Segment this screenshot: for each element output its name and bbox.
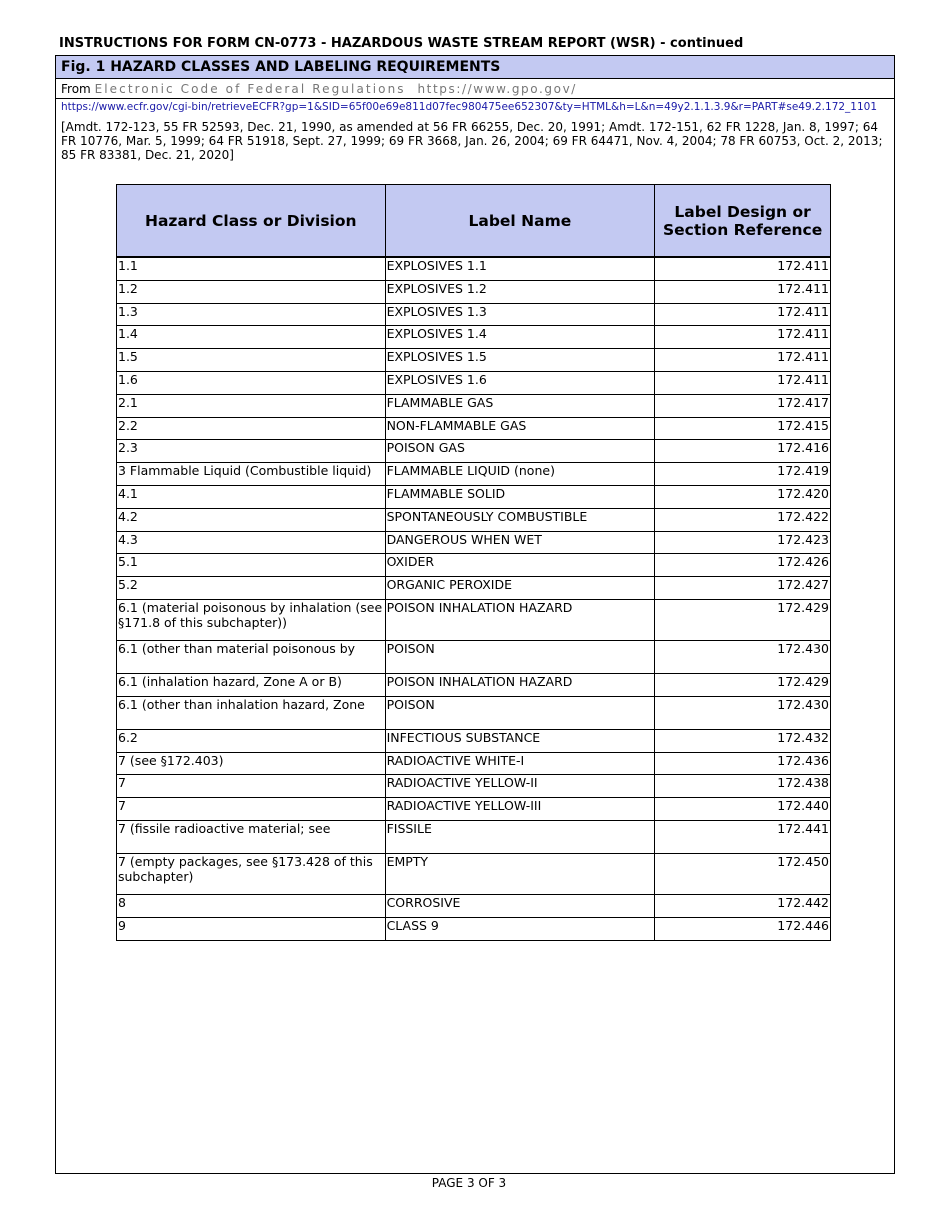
label-reference-cell: 172.411 xyxy=(655,326,831,349)
label-reference-cell: 172.436 xyxy=(655,752,831,775)
hazard-class-cell: 2.1 xyxy=(117,394,386,417)
table-row xyxy=(117,554,831,577)
label-name-cell: CLASS 9 xyxy=(385,917,655,940)
table-row xyxy=(117,371,831,394)
label-name-cell: NON-FLAMMABLE GAS xyxy=(385,417,655,440)
label-name-cell: INFECTIOUS SUBSTANCE xyxy=(385,729,655,752)
hazard-class-cell: 2.3 xyxy=(117,440,386,463)
hazard-class-cell: 4.2 xyxy=(117,508,386,531)
label-reference-cell: 172.420 xyxy=(655,485,831,508)
label-name-cell: DANGEROUS WHEN WET xyxy=(385,531,655,554)
label-name-cell: RADIOACTIVE WHITE-I xyxy=(385,752,655,775)
label-name-cell: RADIOACTIVE YELLOW-III xyxy=(385,798,655,821)
table-row xyxy=(117,280,831,303)
hazard-class-cell: 3 Flammable Liquid (Combustible liquid) xyxy=(117,463,386,486)
label-reference-cell: 172.429 xyxy=(655,673,831,696)
table-row xyxy=(117,729,831,752)
hazard-class-cell: 8 xyxy=(117,894,386,917)
hazard-class-cell: 9 xyxy=(117,917,386,940)
label-name-cell: FISSILE xyxy=(385,820,655,853)
label-reference-cell: 172.411 xyxy=(655,280,831,303)
hazard-class-cell: 1.1 xyxy=(117,257,386,280)
label-reference-cell: 172.429 xyxy=(655,599,831,640)
label-name-cell: ORGANIC PEROXIDE xyxy=(385,577,655,600)
table-row xyxy=(117,531,831,554)
document-header: INSTRUCTIONS FOR FORM CN-0773 - HAZARDOUS WASTE STREAM REPORT (WSR) - continued xyxy=(59,36,744,51)
label-reference-cell: 172.446 xyxy=(655,917,831,940)
hazard-class-cell: 7 (fissile radioactive material; see xyxy=(117,820,386,853)
label-name-cell: RADIOACTIVE YELLOW-II xyxy=(385,775,655,798)
label-reference-cell: 172.441 xyxy=(655,820,831,853)
table-row xyxy=(117,853,831,894)
hazard-class-cell: 1.3 xyxy=(117,303,386,326)
label-reference-cell: 172.411 xyxy=(655,349,831,372)
hazard-class-cell: 1.2 xyxy=(117,280,386,303)
table-row xyxy=(117,349,831,372)
hazard-class-cell: 1.4 xyxy=(117,326,386,349)
table-row xyxy=(117,577,831,600)
table-row xyxy=(117,599,831,640)
label-name-cell: EXPLOSIVES 1.4 xyxy=(385,326,655,349)
label-name-cell: EXPLOSIVES 1.5 xyxy=(385,349,655,372)
label-name-cell: EXPLOSIVES 1.3 xyxy=(385,303,655,326)
label-reference-cell: 172.411 xyxy=(655,371,831,394)
label-name-cell: EMPTY xyxy=(385,853,655,894)
label-reference-cell: 172.426 xyxy=(655,554,831,577)
label-name-cell: OXIDER xyxy=(385,554,655,577)
table-row xyxy=(117,673,831,696)
hazard-class-cell: 5.1 xyxy=(117,554,386,577)
table-row xyxy=(117,440,831,463)
hazard-class-cell: 1.5 xyxy=(117,349,386,372)
table-row xyxy=(117,257,831,280)
label-reference-cell: 172.417 xyxy=(655,394,831,417)
table-row xyxy=(117,640,831,673)
hazard-class-cell: 4.1 xyxy=(117,485,386,508)
label-name-cell: POISON xyxy=(385,696,655,729)
hazard-class-cell: 7 (see §172.403) xyxy=(117,752,386,775)
hazard-class-cell: 4.3 xyxy=(117,531,386,554)
table-row xyxy=(117,508,831,531)
label-reference-cell: 172.438 xyxy=(655,775,831,798)
label-name-cell: POISON xyxy=(385,640,655,673)
label-reference-cell: 172.416 xyxy=(655,440,831,463)
amendments-text: [Amdt. 172-123, 55 FR 52593, Dec. 21, 1990, as amended at 56 FR 66255, Dec. 20, 1991; Amdt. 172-151, 62 FR 1228, Jan. 8, 1997; 64 FR 10776, Mar. 5, 1999; 64 FR 51918, Sept. 27, 1999; 69 FR 3668, Jan. 26, 2004; 69 FR 64471, Nov. 4, 2004; 78 FR 60753, Oct. 2, 2013; 85 FR 83381, Dec. 21, 2020] xyxy=(61,120,883,162)
source-name: Electronic Code of Federal Regulations xyxy=(94,82,406,96)
label-reference-cell: 172.430 xyxy=(655,640,831,673)
header-hazard-class: Hazard Class or Division xyxy=(117,185,386,258)
hazard-class-cell: 7 (empty packages, see §173.428 of this subchapter) xyxy=(117,853,386,894)
hazard-class-cell: 6.1 (other than inhalation hazard, Zone xyxy=(117,696,386,729)
table-row xyxy=(117,463,831,486)
table-row xyxy=(117,820,831,853)
figure-title: Fig. 1 HAZARD CLASSES AND LABELING REQUIREMENTS xyxy=(56,56,894,79)
hazard-class-cell: 6.1 (inhalation hazard, Zone A or B) xyxy=(117,673,386,696)
hazard-class-cell: 6.1 (other than material poisonous by xyxy=(117,640,386,673)
table-row xyxy=(117,417,831,440)
table-header-row xyxy=(117,185,831,258)
label-reference-cell: 172.423 xyxy=(655,531,831,554)
table-row xyxy=(117,303,831,326)
instructions-frame xyxy=(55,55,895,1174)
label-name-cell: FLAMMABLE GAS xyxy=(385,394,655,417)
label-name-cell: SPONTANEOUSLY COMBUSTIBLE xyxy=(385,508,655,531)
hazard-class-cell: 6.2 xyxy=(117,729,386,752)
label-reference-cell: 172.415 xyxy=(655,417,831,440)
label-name-cell: EXPLOSIVES 1.2 xyxy=(385,280,655,303)
label-reference-cell: 172.422 xyxy=(655,508,831,531)
table-row xyxy=(117,752,831,775)
table-row xyxy=(117,326,831,349)
hazard-class-table xyxy=(116,184,831,941)
label-name-cell: POISON INHALATION HAZARD xyxy=(385,673,655,696)
label-reference-cell: 172.432 xyxy=(655,729,831,752)
label-name-cell: FLAMMABLE LIQUID (none) xyxy=(385,463,655,486)
header-label-name: Label Name xyxy=(385,185,655,258)
hazard-class-cell: 6.1 (material poisonous by inhalation (see §171.8 of this subchapter)) xyxy=(117,599,386,640)
label-name-cell: POISON GAS xyxy=(385,440,655,463)
source-url[interactable]: https://www.gpo.gov/ xyxy=(417,82,577,96)
label-reference-cell: 172.442 xyxy=(655,894,831,917)
label-reference-cell: 172.450 xyxy=(655,853,831,894)
hazard-class-cell: 7 xyxy=(117,775,386,798)
table-row xyxy=(117,485,831,508)
label-reference-cell: 172.427 xyxy=(655,577,831,600)
ecfr-link[interactable]: https://www.ecfr.gov/cgi-bin/retrieveECFR?gp=1&SID=65f00e69e811d07fec980475ee652307&ty=HTML&h=L&n=49y2.1.1.3.9&r=PART#se49.2.172_1101 xyxy=(61,101,878,113)
table-row xyxy=(117,798,831,821)
table-row xyxy=(117,775,831,798)
hazard-class-cell: 7 xyxy=(117,798,386,821)
hazard-class-cell: 1.6 xyxy=(117,371,386,394)
label-name-cell: CORROSIVE xyxy=(385,894,655,917)
header-label-reference: Label Design or Section Reference xyxy=(655,185,831,258)
hazard-class-cell: 5.2 xyxy=(117,577,386,600)
label-name-cell: FLAMMABLE SOLID xyxy=(385,485,655,508)
table-body xyxy=(117,257,831,940)
source-prefix: From xyxy=(61,82,91,96)
label-reference-cell: 172.440 xyxy=(655,798,831,821)
label-name-cell: EXPLOSIVES 1.6 xyxy=(385,371,655,394)
label-reference-cell: 172.411 xyxy=(655,303,831,326)
table-row xyxy=(117,394,831,417)
table-row xyxy=(117,894,831,917)
label-reference-cell: 172.419 xyxy=(655,463,831,486)
page-number: PAGE 3 OF 3 xyxy=(431,1176,507,1190)
source-line xyxy=(56,80,894,99)
table-row xyxy=(117,696,831,729)
label-reference-cell: 172.411 xyxy=(655,257,831,280)
label-name-cell: POISON INHALATION HAZARD xyxy=(385,599,655,640)
label-reference-cell: 172.430 xyxy=(655,696,831,729)
table-row xyxy=(117,917,831,940)
label-name-cell: EXPLOSIVES 1.1 xyxy=(385,257,655,280)
hazard-class-cell: 2.2 xyxy=(117,417,386,440)
